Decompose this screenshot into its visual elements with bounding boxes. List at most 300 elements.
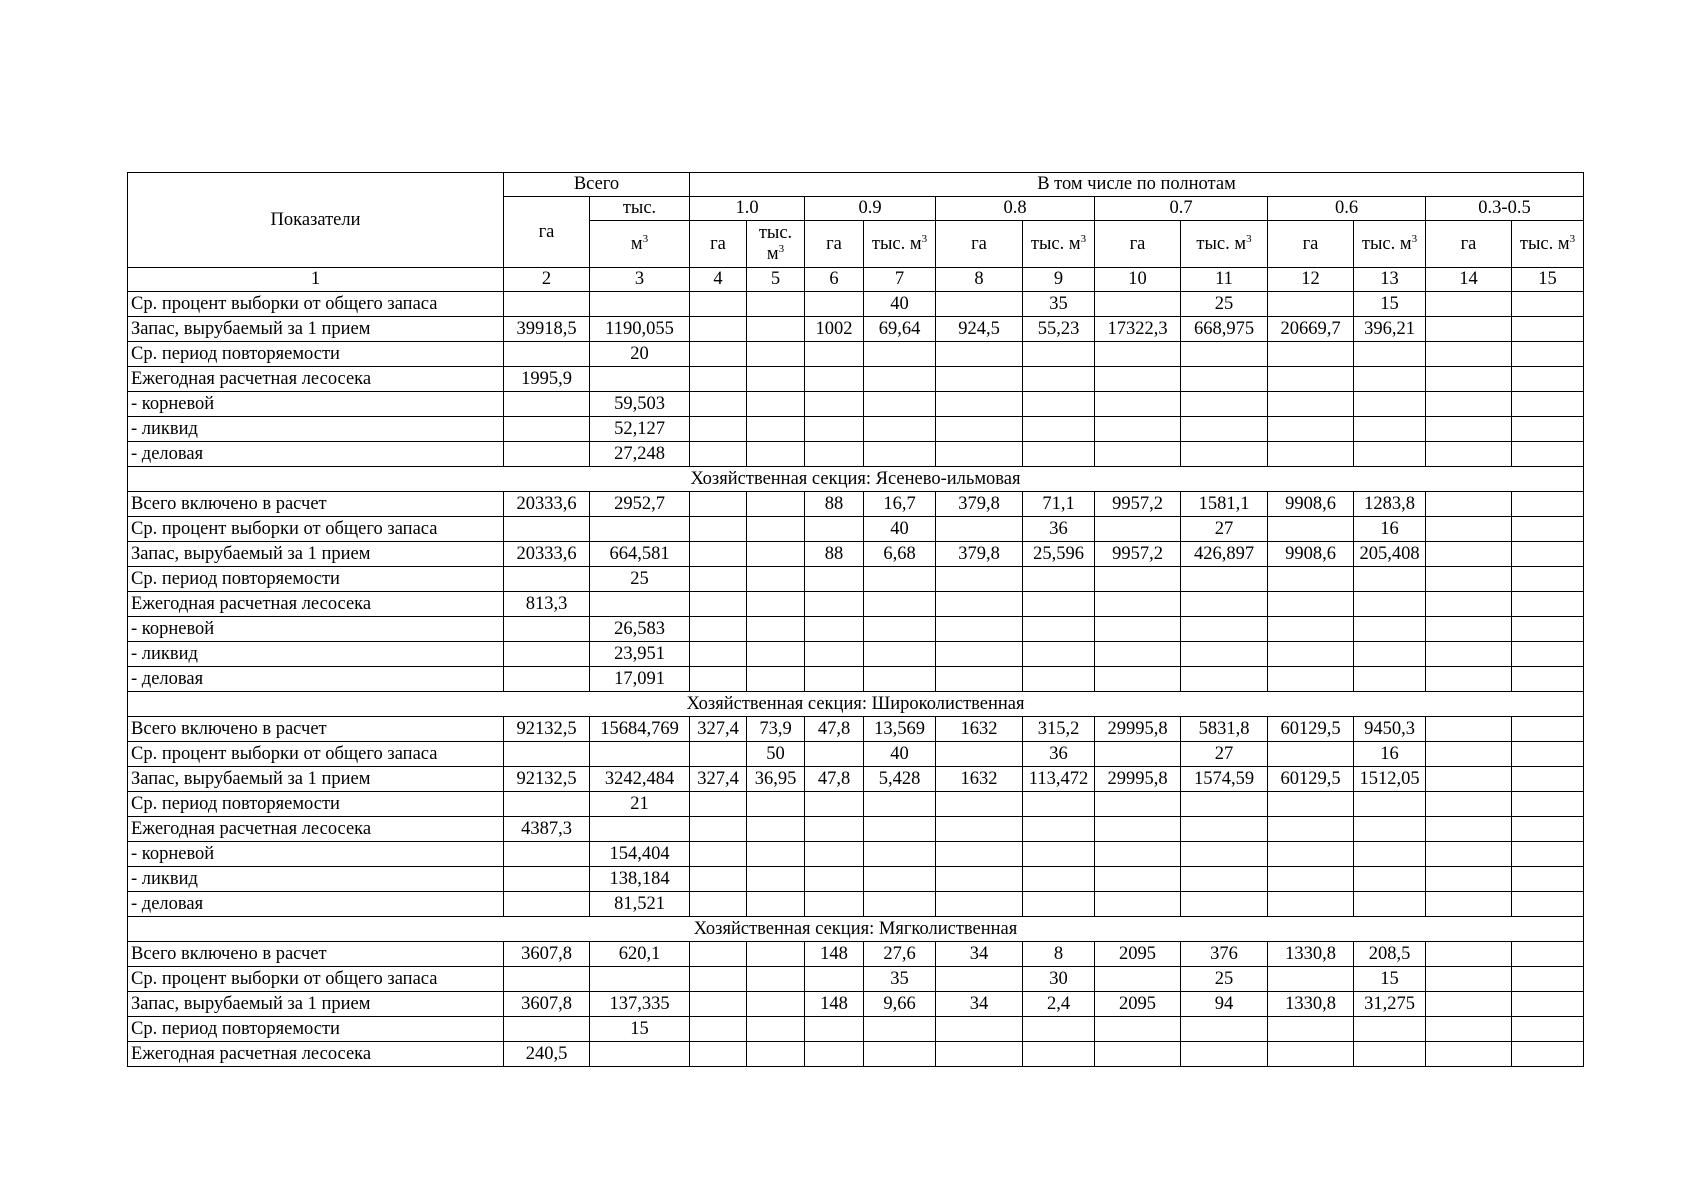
header-density-5: 0.6: [1268, 197, 1426, 221]
table-cell: [1512, 942, 1584, 967]
table-cell: [1354, 817, 1426, 842]
column-numbers-row: [128, 268, 1584, 292]
table-cell: 20: [590, 342, 690, 367]
table-cell: 4387,3: [504, 817, 590, 842]
table-cell: [805, 867, 864, 892]
table-cell: [864, 342, 936, 367]
table-cell: [747, 542, 805, 567]
column-number: 13: [1354, 268, 1426, 292]
table-cell: 17322,3: [1095, 317, 1181, 342]
table-cell: 3607,8: [504, 942, 590, 967]
table-cell: [747, 842, 805, 867]
table-cell: 376: [1181, 942, 1268, 967]
table-cell: [1512, 417, 1584, 442]
table-cell: [1268, 342, 1354, 367]
table-cell: [747, 1042, 805, 1067]
table-cell: 15: [590, 1017, 690, 1042]
table-cell: [805, 742, 864, 767]
table-cell: [690, 742, 747, 767]
table-cell: [1268, 892, 1354, 917]
table-cell: [690, 592, 747, 617]
table-cell: [1512, 792, 1584, 817]
table-cell: 9,66: [864, 992, 936, 1017]
table-row: [128, 592, 1584, 617]
unit-ha-3: га: [936, 221, 1023, 268]
table-cell: [690, 392, 747, 417]
table-cell: [936, 1017, 1023, 1042]
table-cell: [936, 442, 1023, 467]
column-number: 5: [747, 268, 805, 292]
table-cell: [1095, 967, 1181, 992]
table-cell: 20333,6: [504, 492, 590, 517]
table-cell: 9450,3: [1354, 717, 1426, 742]
row-label: Всего включено в расчет: [128, 942, 504, 967]
table-cell: 81,521: [590, 892, 690, 917]
table-cell: 426,897: [1181, 542, 1268, 567]
table-cell: [1512, 442, 1584, 467]
table-row: [128, 492, 1584, 517]
table-row: [128, 517, 1584, 542]
unit-thous-m3-4: тыс. $м^3$: [1181, 221, 1268, 268]
table-cell: [1512, 517, 1584, 542]
table-cell: [504, 667, 590, 692]
table-cell: [747, 617, 805, 642]
table-cell: 148: [805, 942, 864, 967]
row-label: Ср. процент выборки от общего запаса: [128, 517, 504, 542]
table-cell: [1181, 567, 1268, 592]
table-cell: [1095, 292, 1181, 317]
table-cell: [1095, 617, 1181, 642]
table-cell: 55,23: [1023, 317, 1095, 342]
table-cell: [805, 367, 864, 392]
unit-ha-2: га: [805, 221, 864, 268]
table-cell: [1354, 842, 1426, 867]
row-label: Всего включено в расчет: [128, 717, 504, 742]
table-cell: 379,8: [936, 542, 1023, 567]
table-cell: [1426, 742, 1512, 767]
table-cell: [1512, 567, 1584, 592]
table-cell: [864, 567, 936, 592]
table-cell: [1023, 442, 1095, 467]
table-cell: [1181, 342, 1268, 367]
table-cell: 35: [1023, 292, 1095, 317]
table-cell: [504, 742, 590, 767]
table-cell: 1632: [936, 767, 1023, 792]
table-cell: [805, 292, 864, 317]
table-cell: 1283,8: [1354, 492, 1426, 517]
table-cell: [504, 567, 590, 592]
column-number: 8: [936, 268, 1023, 292]
table-cell: [1268, 642, 1354, 667]
row-label: - ликвид: [128, 867, 504, 892]
table-cell: [1268, 867, 1354, 892]
table-cell: [1354, 1017, 1426, 1042]
table-cell: [936, 417, 1023, 442]
unit-ha-6: га: [1426, 221, 1512, 268]
table-cell: 379,8: [936, 492, 1023, 517]
table-row: [128, 842, 1584, 867]
table-cell: 1330,8: [1268, 992, 1354, 1017]
table-cell: [504, 642, 590, 667]
table-cell: [690, 842, 747, 867]
table-cell: [504, 392, 590, 417]
table-cell: [1354, 792, 1426, 817]
table-cell: [1181, 367, 1268, 392]
row-label: Ежегодная расчетная лесосека: [128, 817, 504, 842]
table-cell: [936, 842, 1023, 867]
table-row: [128, 617, 1584, 642]
table-cell: [805, 667, 864, 692]
table-cell: [1023, 792, 1095, 817]
table-row: [128, 367, 1584, 392]
table-row: [128, 442, 1584, 467]
table-cell: 59,503: [590, 392, 690, 417]
unit-thous-m3-6: тыс. $м^3$: [1512, 221, 1584, 268]
table-cell: [690, 792, 747, 817]
table-cell: 240,5: [504, 1042, 590, 1067]
table-cell: [1181, 667, 1268, 692]
table-cell: [864, 892, 936, 917]
table-cell: [1426, 942, 1512, 967]
table-cell: [1268, 742, 1354, 767]
table-cell: [1023, 817, 1095, 842]
table-cell: [747, 967, 805, 992]
header-density-6: 0.3-0.5: [1426, 197, 1584, 221]
row-label: Ср. период повторяемости: [128, 567, 504, 592]
table-cell: [1426, 292, 1512, 317]
unit-ha-1: га: [690, 221, 747, 268]
table-cell: [1512, 817, 1584, 842]
table-cell: [1095, 517, 1181, 542]
table-cell: [936, 1042, 1023, 1067]
table-cell: 36: [1023, 742, 1095, 767]
table-cell: [805, 892, 864, 917]
table-cell: [1512, 542, 1584, 567]
table-cell: 94: [1181, 992, 1268, 1017]
table-cell: [1354, 867, 1426, 892]
table-cell: [1023, 592, 1095, 617]
column-number: 10: [1095, 268, 1181, 292]
table-cell: 25,596: [1023, 542, 1095, 567]
table-cell: [1354, 667, 1426, 692]
table-cell: [936, 617, 1023, 642]
table-cell: [747, 342, 805, 367]
table-cell: [1023, 392, 1095, 417]
table-cell: 315,2: [1023, 717, 1095, 742]
table-cell: 21: [590, 792, 690, 817]
table-cell: [1512, 1042, 1584, 1067]
row-label: Ср. период повторяемости: [128, 342, 504, 367]
table-cell: [690, 817, 747, 842]
table-cell: [1426, 792, 1512, 817]
table-cell: 25: [1181, 292, 1268, 317]
table-cell: [936, 517, 1023, 542]
table-cell: [747, 442, 805, 467]
table-cell: 73,9: [747, 717, 805, 742]
table-cell: 396,21: [1354, 317, 1426, 342]
table-cell: [1268, 517, 1354, 542]
table-cell: [1426, 442, 1512, 467]
table-cell: 15: [1354, 292, 1426, 317]
table-cell: [1095, 842, 1181, 867]
table-cell: [1181, 1017, 1268, 1042]
table-row: [128, 992, 1584, 1017]
table-cell: [1426, 717, 1512, 742]
table-cell: [805, 417, 864, 442]
table-cell: 25: [1181, 967, 1268, 992]
table-cell: [690, 942, 747, 967]
table-cell: [1268, 617, 1354, 642]
table-cell: [1268, 842, 1354, 867]
table-cell: 1002: [805, 317, 864, 342]
table-cell: [747, 992, 805, 1017]
table-cell: [805, 392, 864, 417]
table-cell: 16,7: [864, 492, 936, 517]
table-cell: [747, 642, 805, 667]
table-cell: [1181, 642, 1268, 667]
table-cell: 2095: [1095, 992, 1181, 1017]
table-cell: [864, 817, 936, 842]
table-cell: [747, 292, 805, 317]
table-cell: 16: [1354, 517, 1426, 542]
table-cell: [504, 342, 590, 367]
table-cell: [1512, 367, 1584, 392]
row-label: Ср. процент выборки от общего запаса: [128, 967, 504, 992]
table-cell: [1426, 992, 1512, 1017]
table-cell: [1426, 617, 1512, 642]
table-row: [128, 392, 1584, 417]
table-cell: [1512, 292, 1584, 317]
table-cell: [1268, 667, 1354, 692]
table-cell: [1181, 842, 1268, 867]
table-cell: [805, 642, 864, 667]
column-number: 4: [690, 268, 747, 292]
table-cell: 36,95: [747, 767, 805, 792]
unit-thous-m3-5: тыс. $м^3$: [1354, 221, 1426, 268]
table-cell: [1426, 542, 1512, 567]
row-label: Всего включено в расчет: [128, 492, 504, 517]
table-cell: [1426, 1042, 1512, 1067]
table-cell: [1512, 342, 1584, 367]
table-cell: 1632: [936, 717, 1023, 742]
table-cell: [1095, 817, 1181, 842]
table-cell: [747, 392, 805, 417]
header-density-3: 0.8: [936, 197, 1095, 221]
table-cell: [1181, 792, 1268, 817]
table-cell: [747, 367, 805, 392]
table-cell: [1023, 867, 1095, 892]
row-label: - деловая: [128, 667, 504, 692]
table-cell: 60129,5: [1268, 717, 1354, 742]
table-cell: [747, 517, 805, 542]
table-cell: 30: [1023, 967, 1095, 992]
table-cell: 154,404: [590, 842, 690, 867]
table-cell: [864, 1042, 936, 1067]
table-cell: 9957,2: [1095, 542, 1181, 567]
table-row: [128, 867, 1584, 892]
table-cell: [1268, 792, 1354, 817]
table-cell: [1426, 342, 1512, 367]
table-cell: 924,5: [936, 317, 1023, 342]
table-cell: [1268, 292, 1354, 317]
header-total-thous: тыс.: [590, 197, 690, 221]
table-cell: [1181, 892, 1268, 917]
table-cell: 668,975: [1181, 317, 1268, 342]
table-cell: 29995,8: [1095, 717, 1181, 742]
table-cell: [690, 317, 747, 342]
table-cell: [864, 417, 936, 442]
table-cell: [690, 667, 747, 692]
table-row: [128, 742, 1584, 767]
table-cell: [1023, 367, 1095, 392]
table-cell: [1512, 492, 1584, 517]
table-cell: [1095, 342, 1181, 367]
table-cell: 137,335: [590, 992, 690, 1017]
table-cell: [936, 667, 1023, 692]
column-number: 9: [1023, 268, 1095, 292]
table-cell: [747, 317, 805, 342]
unit-ha-5: га: [1268, 221, 1354, 268]
table-row: [128, 542, 1584, 567]
table-cell: 17,091: [590, 667, 690, 692]
table-cell: [1512, 317, 1584, 342]
table-cell: [690, 642, 747, 667]
table-cell: [1095, 1042, 1181, 1067]
table-cell: [590, 367, 690, 392]
table-cell: [590, 1042, 690, 1067]
table-cell: [1095, 417, 1181, 442]
row-label: Запас, вырубаемый за 1 прием: [128, 317, 504, 342]
table-cell: 27: [1181, 742, 1268, 767]
table-cell: [936, 817, 1023, 842]
table-cell: [747, 817, 805, 842]
table-cell: [1181, 867, 1268, 892]
table-cell: [1426, 392, 1512, 417]
table-cell: [1354, 567, 1426, 592]
row-label: Ср. процент выборки от общего запаса: [128, 292, 504, 317]
table-cell: 1581,1: [1181, 492, 1268, 517]
table-cell: [690, 892, 747, 917]
table-cell: [1095, 667, 1181, 692]
table-cell: 8: [1023, 942, 1095, 967]
table-cell: [590, 742, 690, 767]
table-cell: [1426, 817, 1512, 842]
table-cell: [1095, 392, 1181, 417]
table-cell: [1095, 792, 1181, 817]
column-number: 15: [1512, 268, 1584, 292]
row-label: Ежегодная расчетная лесосека: [128, 592, 504, 617]
table-cell: 88: [805, 542, 864, 567]
table-cell: [805, 1017, 864, 1042]
table-row: [128, 767, 1584, 792]
table-cell: 92132,5: [504, 717, 590, 742]
header-density-4: 0.7: [1095, 197, 1268, 221]
table-cell: [936, 792, 1023, 817]
row-label: - корневой: [128, 392, 504, 417]
table-cell: [504, 417, 590, 442]
table-row: [128, 942, 1584, 967]
table-cell: [1023, 617, 1095, 642]
table-row: [128, 642, 1584, 667]
column-number: 2: [504, 268, 590, 292]
table-cell: [1354, 892, 1426, 917]
table-cell: [1512, 717, 1584, 742]
table-cell: [1095, 742, 1181, 767]
table-cell: [1512, 842, 1584, 867]
table-cell: [1023, 667, 1095, 692]
table-cell: 47,8: [805, 717, 864, 742]
section-title: Хозяйственная секция: Ясенево-ильмовая: [128, 467, 1584, 492]
table-cell: 39918,5: [504, 317, 590, 342]
row-label: Ср. период повторяемости: [128, 792, 504, 817]
table-cell: 9908,6: [1268, 542, 1354, 567]
table-cell: [1181, 817, 1268, 842]
table-row: [128, 892, 1584, 917]
table-cell: 40: [864, 292, 936, 317]
table-cell: [936, 742, 1023, 767]
table-cell: [1181, 417, 1268, 442]
table-cell: [1512, 892, 1584, 917]
table-cell: 40: [864, 742, 936, 767]
forest-harvest-table: [127, 172, 1584, 1067]
table-cell: [1023, 842, 1095, 867]
table-cell: [690, 417, 747, 442]
table-cell: [1512, 667, 1584, 692]
table-cell: [1512, 392, 1584, 417]
table-cell: 23,951: [590, 642, 690, 667]
table-cell: [1512, 1017, 1584, 1042]
table-cell: [1095, 592, 1181, 617]
table-cell: 26,583: [590, 617, 690, 642]
table-cell: [504, 1017, 590, 1042]
header-total: Всего: [504, 173, 690, 197]
table-cell: [1426, 1017, 1512, 1042]
table-cell: [805, 517, 864, 542]
header-indicators: Показатели: [128, 173, 504, 268]
table-cell: [747, 592, 805, 617]
table-cell: [504, 792, 590, 817]
table-cell: [1512, 867, 1584, 892]
table-cell: [805, 567, 864, 592]
table-cell: [1268, 1017, 1354, 1042]
table-cell: [1181, 617, 1268, 642]
table-cell: [690, 617, 747, 642]
table-cell: [747, 417, 805, 442]
table-cell: [1512, 992, 1584, 1017]
table-cell: [504, 842, 590, 867]
table-cell: [1268, 392, 1354, 417]
table-cell: [590, 592, 690, 617]
table-cell: [805, 1042, 864, 1067]
table-cell: [1426, 892, 1512, 917]
section-title: Хозяйственная секция: Широколиственная: [128, 692, 1584, 717]
table-cell: 1574,59: [1181, 767, 1268, 792]
table-cell: [1268, 817, 1354, 842]
table-cell: 27: [1181, 517, 1268, 542]
table-cell: [936, 892, 1023, 917]
table-cell: [1426, 492, 1512, 517]
table-cell: [1512, 642, 1584, 667]
table-cell: 5831,8: [1181, 717, 1268, 742]
table-cell: [936, 642, 1023, 667]
table-cell: [1023, 1017, 1095, 1042]
table-cell: [1512, 617, 1584, 642]
table-cell: 148: [805, 992, 864, 1017]
table-cell: [1181, 442, 1268, 467]
table-cell: [936, 292, 1023, 317]
table-cell: 34: [936, 992, 1023, 1017]
table-cell: [504, 967, 590, 992]
